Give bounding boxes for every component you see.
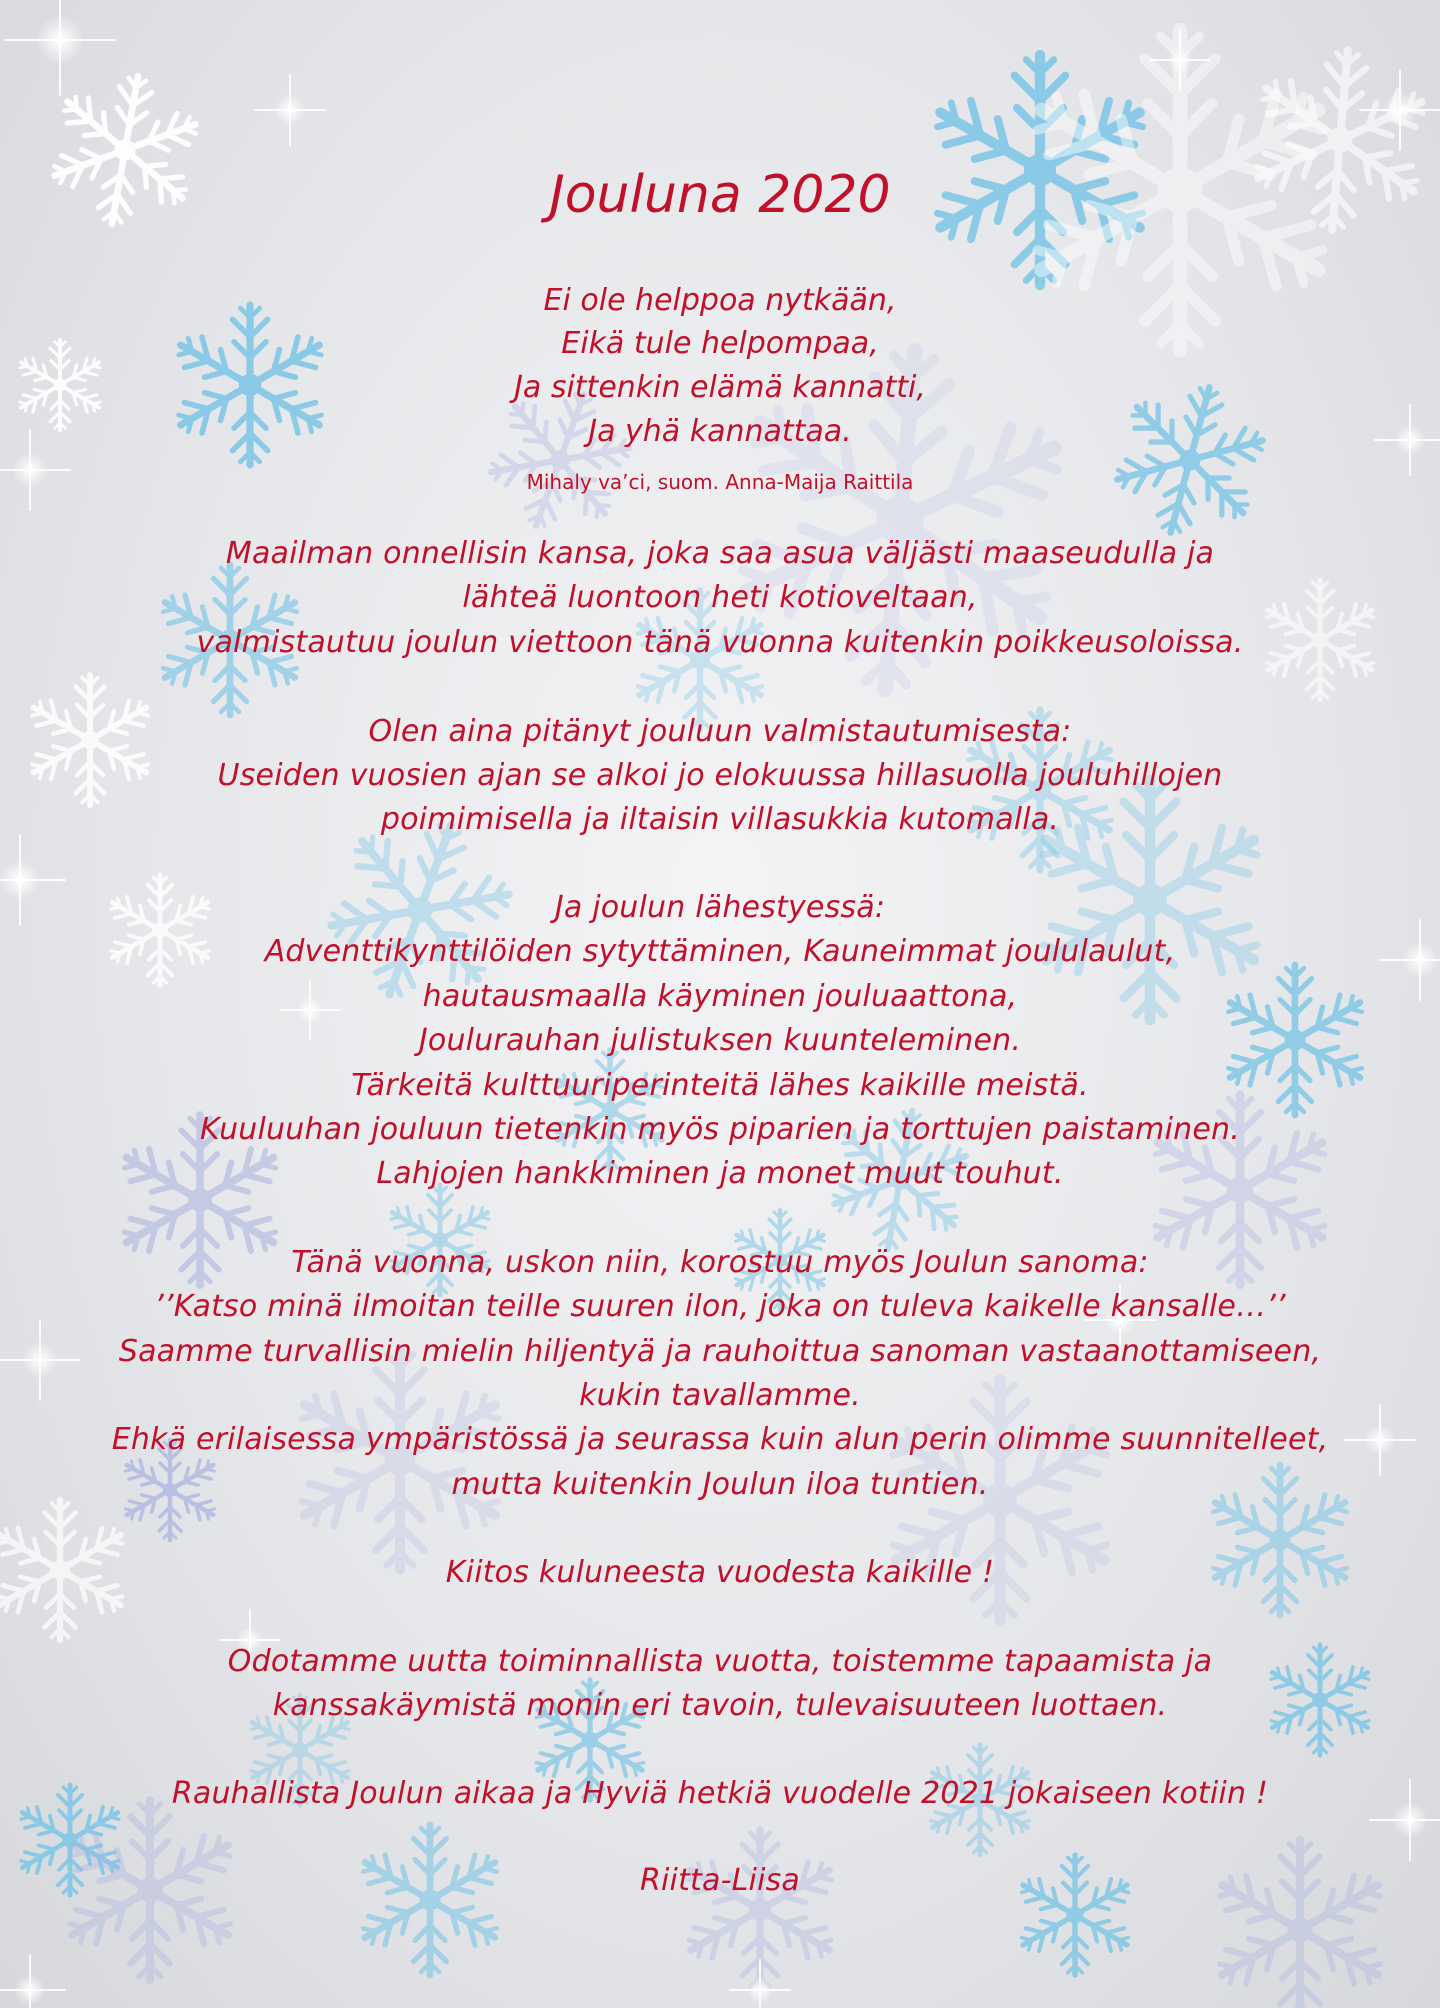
paragraph-line: Olen aina pitänyt jouluun valmistautumisesta: bbox=[368, 714, 1072, 749]
paragraph-line: Useiden vuosien ajan se alkoi jo elokuussa hillasuolla jouluhillojen bbox=[217, 758, 1223, 793]
paragraph-line: kukin tavallamme. bbox=[579, 1378, 861, 1413]
paragraph-line: mutta kuitenkin Joulun iloa tuntien. bbox=[451, 1467, 989, 1502]
paragraph-line: Lahjojen hankkiminen ja monet muut touhut. bbox=[376, 1156, 1064, 1191]
paragraph-line: kanssakäymistä monin eri tavoin, tulevaisuuteen luottaen. bbox=[272, 1688, 1168, 1723]
paragraph-line: Ja joulun lähestyessä: bbox=[554, 890, 886, 925]
paragraph-line: Kuuluuhan jouluun tietenkin myös piparien ja torttujen paistaminen. bbox=[200, 1112, 1240, 1147]
paragraph-line: Maailman onnellisin kansa, joka saa asua väljästi maaseudulla ja bbox=[225, 536, 1215, 571]
paragraph-line: Adventtikynttilöiden sytyttäminen, Kauneimmat joululaulut, bbox=[264, 934, 1176, 969]
paragraph-line: Odotamme uutta toiminnallista vuotta, toistemme tapaamista ja bbox=[227, 1644, 1213, 1679]
paragraph-line: poimimisella ja iltaisin villasukkia kutomalla. bbox=[380, 802, 1060, 837]
wish-line: Rauhallista Joulun aikaa ja Hyviä hetkiä vuodelle 2021 jokaiseen kotiin ! bbox=[171, 1776, 1269, 1811]
paragraph-line: hautausmaalla käyminen jouluaattona, bbox=[422, 979, 1018, 1014]
paragraph-line: valmistautuu joulun viettoon tänä vuonna kuitenkin poikkeusoloissa. bbox=[196, 625, 1244, 660]
signature: Riitta-Liisa bbox=[639, 1863, 801, 1898]
paragraph-line: Joulurauhan julistuksen kuunteleminen. bbox=[418, 1023, 1022, 1058]
verse-credit: Mihaly va’ci, suom. Anna-Maija Raittila bbox=[526, 470, 914, 494]
paragraph-line: Saamme turvallisin mielin hiljentyä ja rauhoittua sanoman vastaanottamiseen, bbox=[118, 1334, 1322, 1369]
verse-line: Ja yhä kannattaa. bbox=[588, 414, 852, 449]
paragraph-line: Ehkä erilaisessa ympäristössä ja seurassa kuin alun perin olimme suunnitelleet, bbox=[111, 1422, 1329, 1457]
paragraph-line: lähteä luontoon heti kotioveltaan, bbox=[462, 580, 978, 615]
paragraph-line: ’’Katso minä ilmoitan teille suuren ilon, joka on tuleva kaikelle kansalle…’’ bbox=[154, 1289, 1286, 1324]
paragraph-line: Tänä vuonna, uskon niin, korostuu myös Joulun sanoma: bbox=[291, 1245, 1149, 1280]
verse-line: Eikä tule helpompaa, bbox=[561, 326, 879, 361]
paragraph-line: Tärkeitä kulttuuriperinteitä lähes kaikille meistä. bbox=[351, 1068, 1089, 1103]
verse-line: Ei ole helppoa nytkään, bbox=[543, 283, 897, 318]
page-title: Jouluna 2020 bbox=[549, 165, 891, 225]
verse-line: Ja sittenkin elämä kannatti, bbox=[514, 370, 926, 405]
thanks-line: Kiitos kuluneesta vuodesta kaikille ! bbox=[445, 1555, 995, 1590]
